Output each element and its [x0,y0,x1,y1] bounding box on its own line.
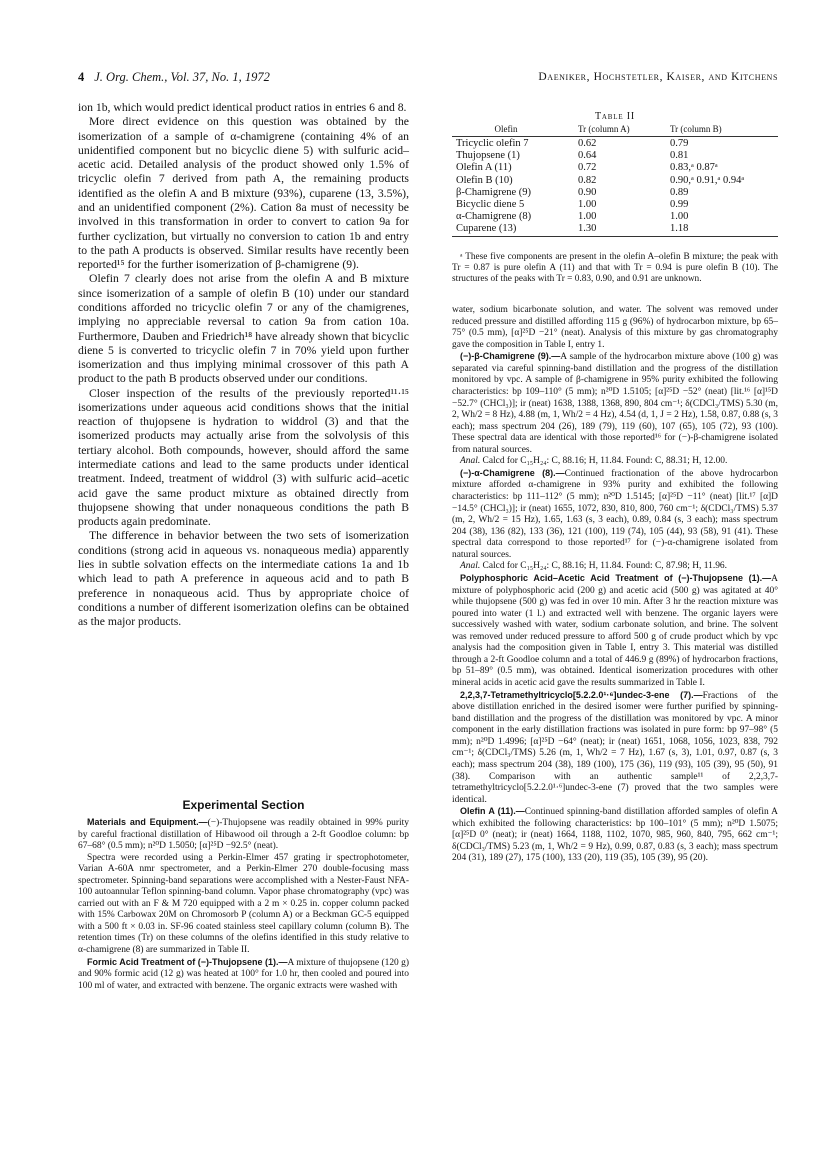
exp-paragraph [452,468,778,562]
exp-text: Spectra were recorded using a Perkin-Elmer 457 grating ir spectrophotometer, Varian A-60A nmr spectrometer, and a Perkin-Elmer 270 double-focusing mass spectrometer. Spinning-band separations were accomplished with a Nester-Faust NFA-100 autoannular Teflon spinning-band column. Vapor phase chromatography (vpc) was carried out with an F & M 720 equipped with a 2 m × 0.25 in. copper column packed with 15% Carbowax 20M on Chromosorb P (column A) or a Beckman GC-5 equipped with a 500 ft × 0.03 in. SF-96 coated stainless steel capillary column (column B). The retention times (Tr) on these columns of the olefins identified in this study relative to α-chamigrene (8) are summarized in Table II. [78,852,409,956]
left-column [78,101,409,629]
table-cell: Tricyclic olefin 7 [456,138,529,149]
exp-text: water, sodium bicarbonate solution, and water. The solvent was removed under reduced pressure and distilled affording 115 g (96%) of hydrocarbon mixture, bp 65–75° (0.5 mm), [α]²⁵D −21° (neat). Analysis of this mixture by gas chromatography gave the composition in Table I, entry 1. [452,305,778,350]
experimental-left [78,817,409,992]
column-header: Tr (column B) [666,122,778,137]
right-column [452,305,778,865]
run-in-heading: Materials and Equipment.— [87,817,208,827]
exp-paragraph [78,957,409,993]
run-in-heading: Olefin A (11).— [460,806,525,817]
table-cell: 0.79 [670,138,689,149]
retention-time-table [452,122,778,237]
table-row [452,175,778,187]
table-cell: Bicyclic diene 5 [456,199,525,211]
anal-label: Anal. [460,561,481,572]
anal-label: Anal. [460,456,481,467]
table-cell: 0.90 [578,186,597,198]
running-header-left [78,70,270,85]
table-cell: 1.18 [666,223,778,236]
exp-paragraph [452,561,778,573]
exp-paragraph [452,806,778,865]
table-cell: 1.00 [578,211,597,223]
table-cell: 0.64 [578,150,597,162]
exp-text: (−)-Thujopsene was readily obtained in 99% purity by careful fractional distillation of Hibawood oil through a 2-ft Goodloe column: bp 67–68° (0.5 mm); n²⁰D 1.5050; [α]²⁵D −92.5° (neat). [78,818,409,852]
exp-text: A sample of the hydrocarbon mixture above (100 g) was separated via careful spinning-band distillation and the progress of the distillation monitored by vpc. A sample of β-chamigrene in 95% purity exhibited the following characteristics: bp 109–110° (5 mm); n²⁰D 1.5105; [α]²⁵D −52° (neat) [lit.¹⁶ [α]¹⁵D −52.7° (CHCl₃)]; ir (neat) 1638, 1388, 1368, 890, 804 cm⁻¹; δ(CDCl₃/TMS) 5.30 (m, 2, Wh/2 = 8 Hz), 4.88 (m, 1, Wh/2 = 4 Hz), 4.54 (d, 1, J = 2 Hz), 1.58, 0.87, 0.88 (s, 3 each); mass spectrum 204 (26), 189 (79), 119 (60), 107 (65), 105 (72), 93 (100). These spectral data are identical with those reported¹⁶ for (−)-β-chamigrene isolated from natural sources. [452,352,778,455]
exp-text: Fractions of the above distillation enriched in the desired isomer were further purified by spinning-band distillation and the progress of the distillation was monitored by vpc. A minor component in the early distillation fractions was isolated in pure form: bp 97–98° (5 mm); n²⁰D 1.4996; [α]²⁵D −64° (neat); ir (neat) 1651, 1068, 1056, 1023, 838, 792 cm⁻¹; δ(CDCl₃/TMS) 5.26 (m, 1, Wh/2 = 7 Hz), 1.67 (s, 3), 1.01, 0.97, 0.87 (s, 3 each); mass spectrum 204 (38), 189 (100), 175 (36), 119 (93), 105 (39), 95 (50), 91 (38). Comparison with an authentic sample¹¹ of 2,2,3,7-tetramethyltricyclo[5.2.2.0¹·⁶]undec-3-ene (7) proved that the two samples were identical. [452,690,778,805]
table-cell: 0.99 [670,199,689,211]
exp-text: Calcd for C₁₅H₂₄: C, 88.16; H, 11.84. Found: C, 88.31; H, 12.00. [480,456,728,467]
exp-text: Calcd for C₁₅H₂₄: C, 88.16; H, 11.84. Found: C, 87.98; H, 11.96. [480,561,728,572]
run-in-heading: 2,2,3,7-Tetramethyltricyclo[5.2.2.0¹·⁶]undec-3-ene (7).— [460,689,703,700]
table-cell: 0.82 [578,174,597,186]
section-heading: Experimental Section [182,798,305,812]
run-in-heading: Polyphosphoric Acid–Acetic Acid Treatment of (−)-Thujopsene (1).— [460,572,772,583]
exp-paragraph [452,305,778,351]
table-row [452,223,778,236]
table-title: Table II [595,111,635,122]
table-row [452,187,778,199]
table-cell: 0.81 [670,150,689,162]
table-cell: Thujopsene (1) [456,150,520,162]
running-header-authors: Daeniker, Hochstetler, Kaiser, and Kitchens [538,71,778,83]
table-cell: Olefin A (11) [456,162,512,174]
table-cell: 0.90,ᵃ 0.91,ᵃ 0.94ᵃ [670,174,745,186]
exp-paragraph [452,456,778,468]
run-in-heading: (−)-α-Chamigrene (8).— [460,467,565,478]
table-footnote: ᵃ These five components are present in the olefin A–olefin B mixture; the peak with Tr = 0.87 is pure olefin A (11) and that with Tr = 0.94 is pure olefin B (10). The structures of the peaks with Tr = 0.83, 0.90, and 0.91 are unknown. [452,252,778,285]
table-cell: β-Chamigrene (9) [456,186,532,198]
table-cell: 1.00 [578,199,597,211]
body-paragraph: More direct evidence on this question was obtained by the isomerization of a sample of α-chamigrene (containing 4% of an unidentified component but no bicyclic diene 5) with sulfuric acid–acetic acid. Detailed analysis of the product showed only 1.5% of tricyclic olefin 7 derived from path A, the remaining products identified as the olefin A and B mixture (93%), cuparene (13, 3.5%), and an unidentified component (2%). Cation 8a must of necessity be involved in this transformation in order to convert to cation 9a for further cyclization, but virtually no conversion to cation 1b and entry to the path A products is observed. Similar results have recently been reported¹⁵ for the further isomerization of β-chamigrene (9). [78,115,409,272]
body-paragraph: The difference in behavior between the two sets of isomerization conditions (strong acid in aqueous vs. nonaqueous media) apparently lies in subtle solvation effects on the intermediate cations 1a and 1b which lead to path A preference in aqueous acid and to path B preference in nonaqueous acid. Thus by appropriate choice of conditions a number of different isomerization olefins can be obtained as the major products. [78,529,409,629]
body-paragraph: Closer inspection of the results of the previously reported¹¹·¹⁵ isomerizations under aqueous acid conditions shows that the initial reaction of thujopsene is hydration to widdrol (3) and that the isomerized products may actually arise from the solvolysis of this tertiary alcohol. Both compounds, however, should afford the same intermediate cations and lead to the same products under identical treatment. Indeed, treatment of widdrol (3) with sulfuric acid–acetic acid gave the same product mixture as obtained directly from thujopsene showing that under nonaqueous conditions the path B products again predominate. [78,386,409,529]
exp-paragraph [78,817,409,853]
table-cell: 0.83,ᵃ 0.87ᵃ [670,162,718,174]
table-row [452,162,778,174]
column-header: Tr (column A) [556,122,666,137]
table-row [452,211,778,223]
run-in-heading: (−)-β-Chamigrene (9).— [460,351,561,362]
exp-paragraph [452,690,778,807]
exp-text: A mixture of thujopsene (120 g) and 90% formic acid (12 g) was heated at 100° for 1.0 hr, then cooled and poured into 100 ml of water, and extracted with benzene. The organic extracts were washed with [78,957,410,991]
table-cell: 0.72 [578,162,597,174]
journal-citation: J. Org. Chem., Vol. 37, No. 1, 1972 [94,70,270,84]
body-paragraph: ion 1b, which would predict identical product ratios in entries 6 and 8. [78,101,407,114]
table-row [452,150,778,162]
exp-paragraph [78,853,409,957]
page-number: 4 [78,70,85,84]
table-cell: Olefin B (10) [456,174,513,186]
exp-paragraph [452,351,778,456]
table-cell: α-Chamigrene (8) [456,211,532,223]
exp-text: A mixture of polyphosphoric acid (200 g) and acetic acid (500 g) was agitated at 40° while thujopsene (500 g) was fed in over 10 min. After 3 hr the reaction mixture was poured into water (1 l.) and extracted well with benzene. The organic layers were successively washed with water, sodium carbonate solution, and brine. The solvent was removed under reduced pressure to afford 500 g of crude product which by vpc analysis had the composition given in Table I, entry 3. This material was distilled through a 2-ft Goodloe column and a total of 446.9 g (89%) of hydrocarbon fractions, bp 51–89° (0.5 mm), was obtained. Identical isomerization procedures with other mineral acids in acetic acid gave the results summarized in Table I. [452,573,778,688]
exp-text: Continued fractionation of the above hydrocarbon mixture afforded α-chamigrene in 93% purity and exhibited the following characteristics: bp 111–112° (5 mm); n²⁰D 1.5145; [α]²⁵D −11° (neat) [lit.¹⁷ [α]D −14.5° (CHCl₃)]; ir (neat) 1655, 1072, 830, 810, 800, 760 cm⁻¹; δ(CDCl₃/TMS) 5.37 (m, 2, Wh/2 = 15 Hz), 1.65, 1.63 (s, 3 each), 0.89, 0.84 (s, 3 each); mass spectrum 204 (38), 136 (82), 133 (36), 121 (100), 119 (74), 105 (44), 93 (58), 91 (41). These spectral data correspond to those reported¹⁷ for (−)-α-chamigrene isolated from natural sources. [452,468,778,560]
exp-paragraph [452,573,778,690]
table-header-row [452,122,778,137]
body-paragraph: Olefin 7 clearly does not arise from the olefin A and B mixture since isomerization of a sample of olefin B (10) under our standard conditions afforded no tricyclic olefin 7 or any of the chamigrenes, implying no appreciable reversal to cation 9a from cation 10a. Furthermore, Dauben and Friedrich¹⁸ have already shown that bicyclic diene 5 is converted to tricyclic olefin 7 in 70% yield upon further isomerization and thus implying minimal crossover of this path A product to the path B products observed under our conditions. [78,272,409,386]
table-cell: Cuparene (13) [452,223,556,236]
column-header: Olefin [452,122,556,137]
table-row [452,199,778,211]
exp-text: Continued spinning-band distillation afforded samples of olefin A which exhibited the following characteristics: bp 100–101° (5 mm); n²⁰D 1.5075; [α]²⁵D 0° (neat); ir (neat) 1664, 1188, 1102, 1070, 985, 960, 840, 795, 662 cm⁻¹; δ(CDCl₃/TMS) 5.23 (m, 1, Wh/2 = 9 Hz), 0.99, 0.87, 0.83 (s, 3 each); mass spectrum 204 (31), 189 (27), 175 (100), 133 (20), 119 (35), 105 (39), 95 (20). [452,807,779,864]
table-cell: 1.00 [670,211,689,223]
run-in-heading: Formic Acid Treatment of (−)-Thujopsene (1).— [87,956,288,967]
table-cell: 0.89 [670,186,689,198]
table-cell: 1.30 [556,223,666,236]
table-row [452,137,778,151]
table-cell: 0.62 [578,138,597,149]
